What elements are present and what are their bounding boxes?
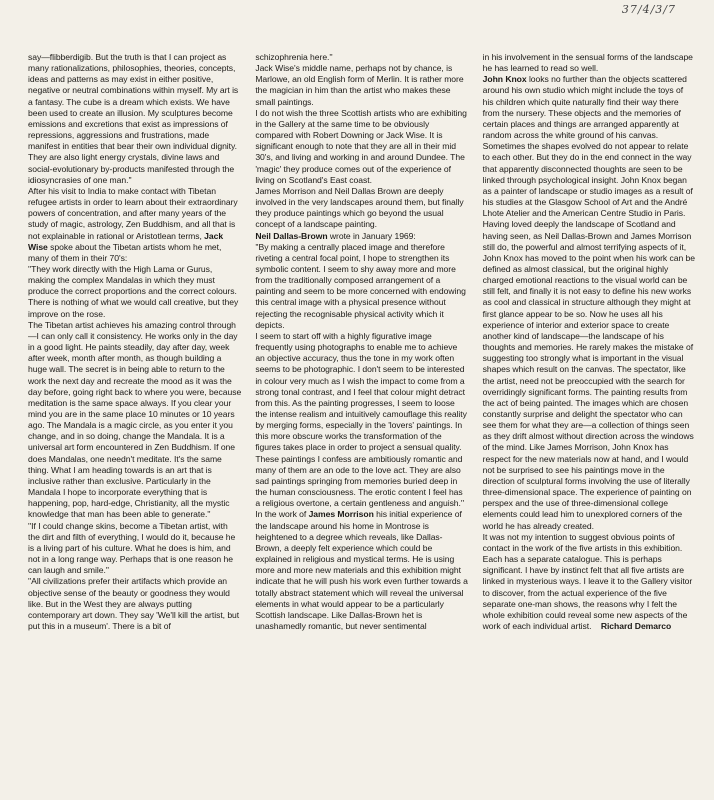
intro-text: In the work of [255,509,309,520]
paragraph [255,231,468,242]
quote-paragraph: ''If I could change skins, become a Tibetan artist, with the dirt and filth of everything, I would do it, because he is a living part of his culture. What he does is him, and not in a long range way. Perhaps that is one reason he can laugh and smile.'' [28,520,236,576]
paragraph [483,532,696,632]
paragraph: James Morrison and Neil Dallas Brown are deeply involved in the very landscapes around them, but finally they produce paintings which go beyond the usual concept of a landscape painting. [255,185,464,230]
column-2 [255,52,468,794]
paragraph: Jack Wise's middle name, perhaps not by chance, is Marlowe, an old English form of Merlin. It is rather more the magician in him than the artist who makes these small paintings. [255,63,464,107]
paragraph [255,509,468,632]
artist-name-jack-wise: Jack Wise [28,230,224,252]
paragraph: in his involvement in the sensual forms of the landscape he has learned to read so well. [482,52,693,74]
paragraph: schizophrenia here.'' [255,52,333,62]
paragraph: I do not wish the three Scottish artists who are exhibiting in the Gallery at the same time to be obviously compared with Robert Downing or Jack Wise. It is significant enough to note that they are all in their mid 30's, and living and working in and around Dundee. The 'magic' they produce comes out of the experience of living on Scotland's East coast. [255,107,467,185]
quote-paragraph: I seem to start off with a highly figurative image frequently using photographs to enable me to achieve an objective accuracy, thus the tone in my work often seems to be photographic. I don't seem to be interested in colour very much as I wish the impact to come from a strong tonal contrast, and I feel that colour might detract from this. As the painting progresses, I seem to loose the intense realism and intuitively camouflage this reality by merging forms, especially in the 'lovers' paintings. In this more obscure works the transformation of the figures takes place in order to project a sensual quality. These paintings I confess are ambitiously romantic and many of them are an ode to the love act. They are also sad paintings springing from memories buried deep in the human consciousness. The erotic content I feel has a religious overtone, a certain gentleness and anguish.'' [255,330,467,509]
quote-paragraph: ''They work directly with the High Lama or Gurus, making the complex Mandalas in which they must produce the correct proportions and the correct colours. There is nothing of what we would call creative, but they improve on the rose. [28,263,239,319]
paragraph: say—flibberdigib. But the truth is that I can project as many rationalizations, philosophies, theories, concepts, ideas and patterns as may exist in either positive, negative or neutral combinations within myself. My art is a fantasy. The cube is a dream which exists. We have been used to create an illusion. My sculptures become emissions and excretions that exist as impressions of repressions, aggressions and frustrations, made manifest in entities that bear their own individual dignity. They are also light energy crystals, divine laws and social-evolutionary by-products manifested through the idiosyncrasies of one man.'' [28,52,239,185]
body-text: his initial experience of the landscape around his home in Montrose is heightened to a degree which reveals, like Dallas-Brown, a deeply felt experience which could be explained in religious and mystical terms. He is using more and more new materials and this exhibition might indicate that he will push his work even further towards a totally abstract statement which will reveal the universal elements in what would appear to be a particularly Scottish landscape. Like Dallas-Brown het is unashamedly romantic, but never sentimental [255,509,468,631]
paragraph [483,74,696,531]
paragraph [28,186,241,264]
author-signature: Richard Demarco [600,620,672,631]
column-3 [483,52,696,794]
artist-name-neil-dallas-brown: Neil Dallas-Brown [255,230,328,241]
artist-name-john-knox: John Knox [482,74,527,85]
body-text: looks no further than the objects scattered around his own studio which might include the toys of his children which quite naturally find their way there from the nursery. These objects and the memories of certain places and things are arranged apparently at random across the white ground of his canvas. Sometimes the shapes evolved do not appear to relate to each other. But they do in the end connect in the way that apparently disconnected thoughts are seen to be linked through psychological insight. John Knox began as a painter of landscape or studio images as a result of his studies at the Glasgow School of Art and the André Lhote Atelier and the American Centre Studio in Paris. Having loved deeply the landscape of Scotland and having seen, as Neil Dallas-Brown and James Morrison still do, the powerful and almost terrifying aspects of it, John Knox has moved to the point when his work can be defined as almost classical, but the original highly charged emotional reactions to the visual world can be still felt, and finally it is not easy to define his new works as cool and classical in structure although they might at first glance appear to be so. Now he uses all his experience of interior and exterior space to create another kind of landscape—the landscape of his thoughts and memories. He rarely makes the mistake of suggesting too strongly what is important in the visual shapes which result on the canvas. The spectator, like the artist, need not be preoccupied with the search for overridingly significant forms. The painting results from the act of being painted. The images which are chosen constantly surprise and delight the spectator who can see them for what they are—a collection of things seen as they drift almost without direction across the windows of the mind. Like James Morrison, John Knox has respect for the new materials now at hand, and I would not be surprised to see his paintings move in the direction of sculptural forms involving the use of literally three-dimensional space. The experience of painting on perspex and the use of three-dimensional college elements could lead him to unexplored corners of the world he has already created. [482,74,695,531]
quote-paragraph: ''By making a centrally placed image and therefore riveting a central focal point, I hope to strengthen its symbolic content. I seem to shy away more and more from the traditionally composed arrangement of a painting and seem to be more concerned with endowing this central image with a physical presence without rejecting the recognisable physical activity which it depicts. [255,241,466,330]
quote-paragraph: The Tibetan artist achieves his amazing control through—I can only call it consistency. He works only in the day in a good light. He paints steadily, day after day, week after week, month after month, as though building a huge wall. The secret is in being able to return to the work the next day and recreate the mood as it was the day before, going right back to where you were, because meditation is the same space always. If you clear your mind you are in the same place 10 minutes or 10 years ago. The Mandala is a magic circle, as you enter it you change, and in so doing, change the Mandala. It is a universal art form encountered in Zen Buddhism. If one does Mandalas, one needn't meditate. It's the same thing. What I am heading towards is an art that is inclusive rather than exclusive. Particularly in the Mandala I hope to incorporate everything that is happening, pop, hard-edge, Christianity, all the mystic knowledge that man has been able to generate.'' [28,319,242,520]
intro-text: After his visit to India to make contact with Tibetan refugee artists in order to learn about their extraordinary powers of concentration, and after many years of the study of magic, astrology, Zen Buddhism, and all that is not explainable in rational or Aristotlean terms, [28,185,238,241]
intro-text: spoke about the Tibetan artists whom he met, many of them in their 70's: [28,241,222,263]
artist-name-james-morrison: James Morrison [308,509,374,520]
intro-text: wrote in January 1969: [327,230,416,241]
quote-paragraph: ''All civilizations prefer their artifacts which provide an objective sense of the beauty or goodness they would like. But in the West they are always putting contemporary art down. They say 'We'll kill the artist, but put this in a museum'. There is a bit of [28,576,240,631]
archive-reference-note: 37/4/3/7 [621,3,676,16]
article-page [28,52,696,794]
column-1 [28,52,241,794]
body-text: It was not my intention to suggest obvious points of contact in the work of the five artists in this exhibition. Each has a separate catalogue. This is perhaps significant. I have by instinct felt that all five artists are linked in mysterious ways. I leave it to the Gallery visitor to discover, from the actual experience of the five separate one-man shows, the reasons why I felt the whole exhibition could reveal some new aspects of the work of each individual artist. [482,531,693,631]
